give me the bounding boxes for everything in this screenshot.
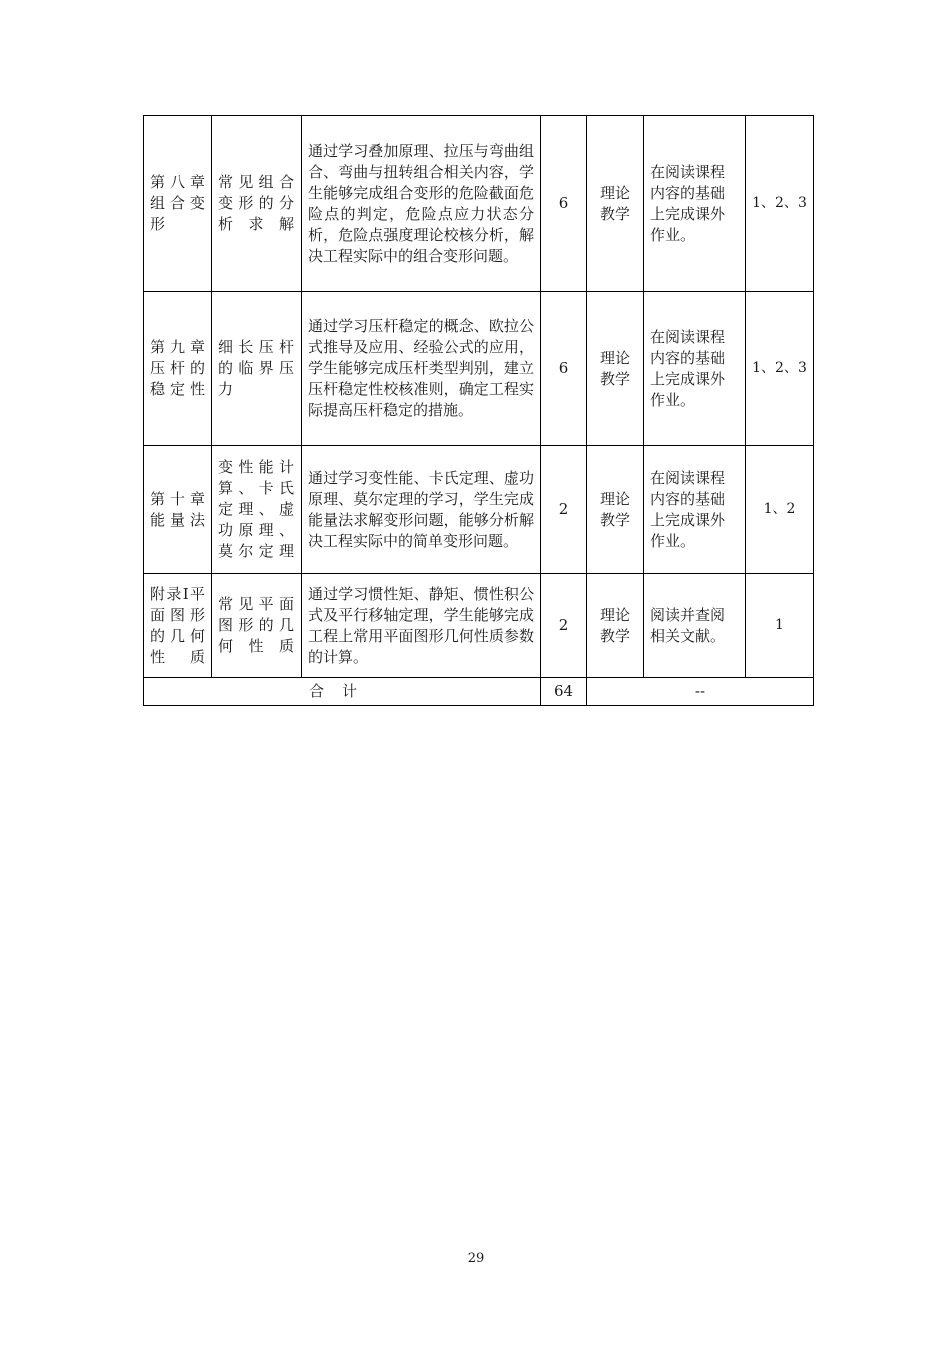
method-cell: 理论教学	[587, 574, 644, 678]
chapter-cell: 第九章压杆的稳定性	[144, 292, 212, 446]
goals-cell: 1、2、3	[746, 116, 814, 292]
goals-cell: 1	[746, 574, 814, 678]
content-cell: 通过学习叠加原理、拉压与弯曲组合、弯曲与扭转组合相关内容，学生能够完成组合变形的危险截面危险点的判定，危险点应力状态分析，危险点强度理论校核分析，解决工程实际中的组合变形问题。	[302, 116, 541, 292]
topic-cell: 变性能计算、卡氏定理、虚功原理、莫尔定理	[212, 446, 302, 574]
syllabus-table	[143, 115, 814, 706]
total-hours: 64	[541, 678, 587, 706]
total-label: 合计	[144, 678, 541, 706]
homework-cell: 阅读并查阅相关文献。	[644, 574, 746, 678]
homework-cell: 在阅读课程内容的基础上完成课外作业。	[644, 446, 746, 574]
chapter-cell: 附录I平面图形的几何性质	[144, 574, 212, 678]
hours-cell: 6	[541, 292, 587, 446]
content-cell: 通过学习惯性矩、静矩、惯性积公式及平行移轴定理，学生能够完成工程上常用平面图形几何性质参数的计算。	[302, 574, 541, 678]
topic-cell: 细长压杆的临界压力	[212, 292, 302, 446]
method-cell: 理论教学	[587, 116, 644, 292]
total-row	[144, 678, 814, 706]
chapter-cell: 第十章能量法	[144, 446, 212, 574]
goals-cell: 1、2、3	[746, 292, 814, 446]
content-cell: 通过学习压杆稳定的概念、欧拉公式推导及应用、经验公式的应用，学生能够完成压杆类型判别，建立压杆稳定性校核准则，确定工程实际提高压杆稳定的措施。	[302, 292, 541, 446]
table-row	[144, 116, 814, 292]
method-cell: 理论教学	[587, 292, 644, 446]
topic-cell: 常见平面图形的几何性质	[212, 574, 302, 678]
goals-cell: 1、2	[746, 446, 814, 574]
total-rest: --	[587, 678, 814, 706]
page-number: 29	[467, 1251, 485, 1266]
method-cell: 理论教学	[587, 446, 644, 574]
table-row	[144, 292, 814, 446]
homework-cell: 在阅读课程内容的基础上完成课外作业。	[644, 116, 746, 292]
table-row	[144, 446, 814, 574]
topic-cell: 常见组合变形的分析求解	[212, 116, 302, 292]
hours-cell: 6	[541, 116, 587, 292]
chapter-cell: 第八章组合变形	[144, 116, 212, 292]
homework-cell: 在阅读课程内容的基础上完成课外作业。	[644, 292, 746, 446]
hours-cell: 2	[541, 446, 587, 574]
content-cell: 通过学习变性能、卡氏定理、虚功原理、莫尔定理的学习，学生完成能量法求解变形问题，能够分析解决工程实际中的简单变形问题。	[302, 446, 541, 574]
table-row	[144, 574, 814, 678]
hours-cell: 2	[541, 574, 587, 678]
